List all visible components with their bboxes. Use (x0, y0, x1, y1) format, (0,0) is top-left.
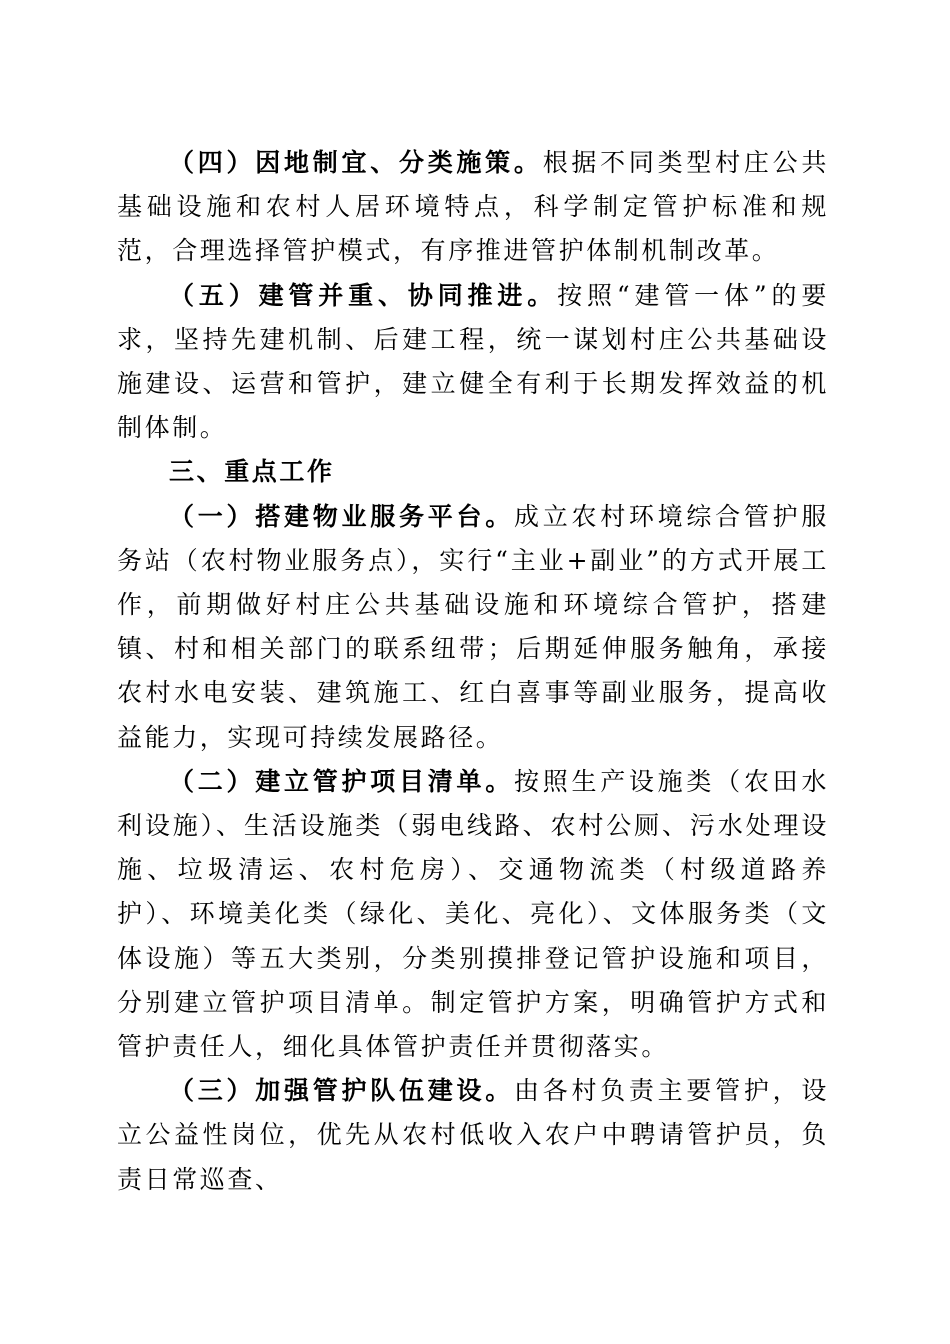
paragraph-five-text: 按照“建管一体”的要求，坚持先建机制、后建工程，统一谋划村庄公共基础设施建设、运营和管护，建立健全有利于长期发挥效益的机制体制。 (117, 280, 829, 443)
section-paragraph-three-lead: （三）加强管护队伍建设。 (169, 1076, 514, 1106)
paragraph-five-lead: （五）建管并重、协同推进。 (169, 280, 558, 310)
section-paragraph-three-text: 由各村负责主要管护，设立公益性岗位，优先从农村低收入农户中聘请管护员，负责日常巡查、 (117, 1076, 830, 1194)
section-paragraph-two-text: 按照生产设施类（农田水利设施）、生活设施类（弱电线路、农村公厕、污水处理设施、垃圾清运、农村危房）、交通物流类（村级道路养护）、环境美化类（绿化、美化、亮化）、文体服务类（文体设施）等五大类别，分类别摸排登记管护设施和项目，分别建立管护项目清单。制定管护方案，明确管护方式和管护责任人，细化具体管护责任并贯彻落实。 (117, 766, 830, 1062)
paragraph-four (117, 141, 829, 274)
paragraph-four-text: 根据不同类型村庄公共基础设施和农村人居环境特点，科学制定管护标准和规范，合理选择管护模式，有序推进管护体制机制改革。 (117, 148, 829, 266)
section-paragraph-one (117, 495, 829, 760)
section-paragraph-two (117, 760, 829, 1069)
section-paragraph-one-text: 成立农村环境综合管护服务站（农村物业服务点），实行“主业+副业”的方式开展工作，前期做好村庄公共基础设施和环境综合管护，搭建镇、村和相关部门的联系纽带；后期延伸服务触角，承接农村水电安装、建筑施工、红白喜事等副业服务，提高收益能力，实现可持续发展路径。 (117, 501, 830, 752)
section-paragraph-three (117, 1069, 829, 1202)
paragraph-four-lead: （四）因地制宜、分类施策。 (169, 148, 543, 177)
section-paragraph-one-lead: （一）搭建物业服务平台。 (169, 501, 514, 531)
document-body (117, 141, 829, 1202)
paragraph-five (117, 274, 829, 451)
section-paragraph-two-lead: （二）建立管护项目清单。 (169, 766, 514, 796)
section-heading: 三、重点工作 (169, 457, 335, 487)
